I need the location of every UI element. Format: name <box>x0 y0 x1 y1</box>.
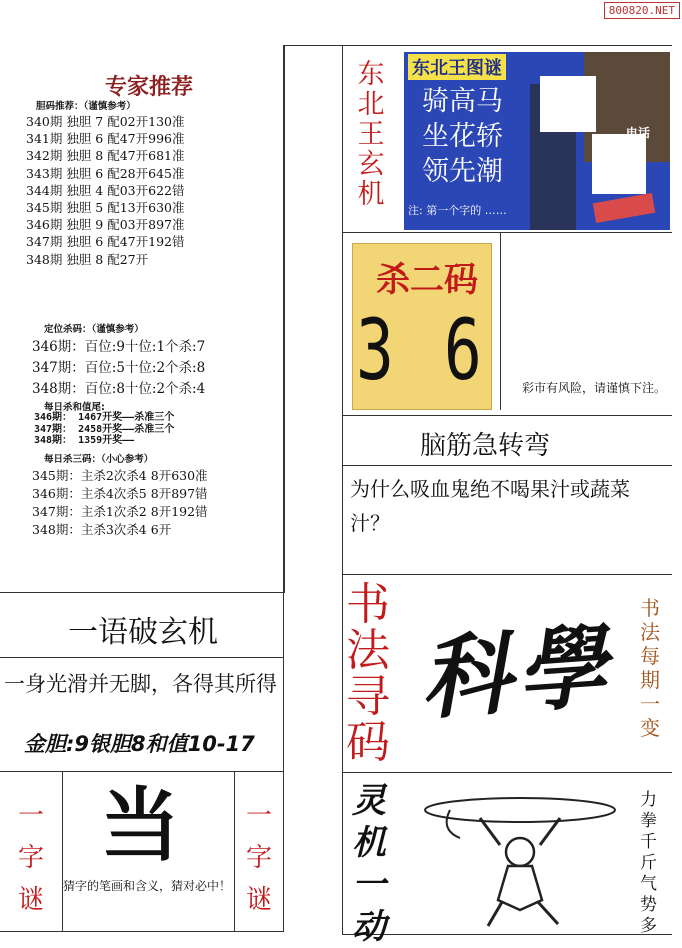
calligraphy-side: 书法每期一变 <box>640 596 660 740</box>
list-item: 345期 独胆 5 配13开630准 <box>26 200 185 216</box>
pos-list <box>32 337 205 400</box>
list-item: 344期 独胆 4 配03开622错 <box>26 182 185 198</box>
calligraphy-word: 科學 <box>417 613 617 733</box>
dongbei-phone: 电话 <box>626 126 651 140</box>
list-item: 345期：主杀2次杀4 8开630准 <box>32 468 208 483</box>
list-item: 348期： 1359开奖—— <box>34 435 135 446</box>
divider <box>234 771 235 932</box>
zimi-side-right: 一字谜 <box>245 801 272 915</box>
divider <box>342 772 672 773</box>
yiyu-text: 一身光滑并无脚，各得其所得 <box>4 672 277 696</box>
divider <box>342 465 672 466</box>
list-item: 347期：百位:5十位:2个杀:8 <box>32 360 206 376</box>
list-item: 348期 独胆 8 配27开 <box>26 251 149 267</box>
yiyu-title: 一语破玄机 <box>68 615 218 650</box>
list-item: 347期 独胆 6 配47开192错 <box>26 234 185 250</box>
strongman-illustration <box>410 790 630 930</box>
list-item: 346期：百位:9十位:1个杀:7 <box>32 339 206 355</box>
riddle-line: 骑高马 <box>422 86 503 117</box>
list-item: 347期： 2458开奖——杀准三个 <box>34 423 175 435</box>
list-item: 348期：百位:8十位:2个杀:4 <box>32 381 206 397</box>
kill3-header: 每日杀三码：（小心参考） <box>44 454 154 465</box>
dan-list <box>26 113 185 268</box>
list-item: 340期 独胆 7 配02开130准 <box>26 114 185 129</box>
dongbei-banner: 东北王图谜 <box>408 54 506 80</box>
list-item: 346期 独胆 9 配03开897准 <box>26 217 185 233</box>
pos-header: 定位杀码：（谨慎参考） <box>44 324 144 335</box>
list-item: 346期： 1467开奖——杀准三个 <box>34 412 175 423</box>
divider <box>342 574 672 575</box>
list-item: 341期 独胆 6 配47开996准 <box>26 131 185 147</box>
zimi-char: 当 <box>100 778 180 872</box>
riddle-line: 领先潮 <box>422 156 503 187</box>
kill2-title: 杀二码 <box>376 260 478 300</box>
divider <box>500 232 501 410</box>
dan-header: 胆码推荐：（谨慎参考） <box>36 101 136 112</box>
divider <box>342 232 672 233</box>
site-badge[interactable]: 800820.NET <box>604 2 680 19</box>
mask-block <box>592 134 646 194</box>
list-item: 348期：主杀3次杀4 6开 <box>32 522 172 537</box>
divider <box>62 771 63 932</box>
yiyu-dan: 金胆:9银胆8和值10-17 <box>24 732 255 756</box>
dongbei-note: 注: 第一个字的 …… <box>408 204 507 217</box>
mask-block <box>540 76 596 132</box>
kill2-digits: 3 6 <box>356 301 488 399</box>
list-item: 346期：主杀4次杀5 8开897错 <box>32 486 208 501</box>
list-item: 342期 独胆 8 配47开681准 <box>26 148 185 164</box>
expert-title: 专家推荐 <box>105 74 194 100</box>
bottom-right-vertical: 力拳千斤气势多 <box>640 790 657 936</box>
divider <box>0 657 284 658</box>
dongbei-vertical: 东北王玄机 <box>357 59 385 210</box>
bottom-left-vertical: 灵机一动 <box>352 781 386 947</box>
dongbei-lines <box>422 84 503 189</box>
calligraphy-vertical: 书法寻码 <box>346 579 390 768</box>
brain-title: 脑筋急转弯 <box>420 431 551 461</box>
list-item: 347期：主杀1次杀2 8开192错 <box>32 504 208 519</box>
list-item: 343期 独胆 6 配28开645准 <box>26 165 185 181</box>
zimi-side-left: 一字谜 <box>17 801 44 915</box>
kill3-list <box>32 467 208 539</box>
kill2-warning: 彩市有风险，请谨慎下注。 <box>522 381 667 395</box>
sum-list <box>34 412 174 447</box>
seal-stamp <box>593 193 656 223</box>
sum-header: 每日杀和值尾: <box>44 402 105 413</box>
dongbei-image <box>404 52 670 230</box>
brain-question: 为什么吸血鬼绝不喝果汁或蔬菜汁？ <box>350 477 630 535</box>
divider <box>284 45 344 46</box>
zimi-hint: 猜字的笔画和含义，猜对必中！ <box>63 879 232 893</box>
column-divider <box>284 45 285 593</box>
divider <box>342 415 672 416</box>
riddle-line: 坐花轿 <box>422 121 503 152</box>
